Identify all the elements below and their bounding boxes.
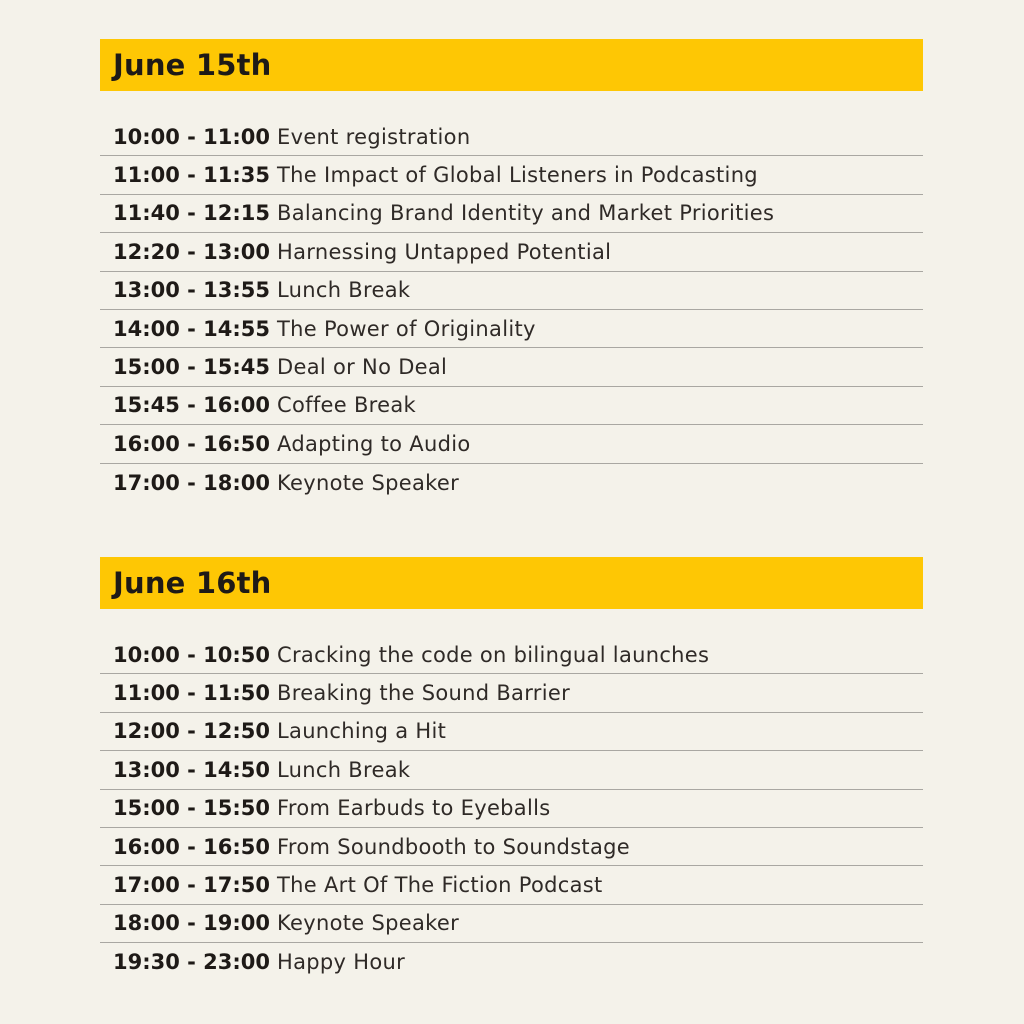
session-time: 15:00 - 15:50 xyxy=(113,796,271,821)
schedule-row xyxy=(100,674,923,712)
session-time: 13:00 - 13:55 xyxy=(113,278,271,303)
session-time: 16:00 - 16:50 xyxy=(113,834,271,859)
session-time: 19:30 - 23:00 xyxy=(113,950,271,975)
session-time: 17:00 - 18:00 xyxy=(113,470,271,495)
day-title: June 16th xyxy=(113,566,272,600)
day-header xyxy=(100,39,923,91)
schedule-row xyxy=(100,828,923,866)
session-title: Keynote Speaker xyxy=(277,470,460,495)
schedule-row xyxy=(100,272,923,310)
session-title: Launching a Hit xyxy=(277,719,447,744)
session-time: 10:00 - 11:00 xyxy=(113,124,271,149)
session-time: 18:00 - 19:00 xyxy=(113,911,271,936)
day-june-16 xyxy=(100,557,923,982)
session-title: From Earbuds to Eyeballs xyxy=(277,796,551,821)
session-time: 11:00 - 11:35 xyxy=(113,163,271,188)
session-title: Adapting to Audio xyxy=(277,431,471,456)
session-title: Harnessing Untapped Potential xyxy=(277,239,612,264)
schedule-row xyxy=(100,156,923,194)
session-title: Lunch Break xyxy=(277,757,411,782)
schedule-row xyxy=(100,464,923,502)
session-time: 14:00 - 14:55 xyxy=(113,316,271,341)
schedule-row xyxy=(100,905,923,943)
session-title: Coffee Break xyxy=(277,393,416,418)
session-time: 16:00 - 16:50 xyxy=(113,431,271,456)
schedule-row xyxy=(100,348,923,386)
session-title: Lunch Break xyxy=(277,278,411,303)
schedule-row xyxy=(100,233,923,271)
session-title: The Power of Originality xyxy=(277,316,536,341)
session-time: 11:40 - 12:15 xyxy=(113,201,271,226)
session-title: Keynote Speaker xyxy=(277,911,460,936)
schedule-row xyxy=(100,310,923,348)
session-title: From Soundbooth to Soundstage xyxy=(277,834,630,859)
schedule-row xyxy=(100,943,923,981)
session-time: 15:00 - 15:45 xyxy=(113,355,271,380)
session-title: Breaking the Sound Barrier xyxy=(277,681,571,706)
session-time: 12:00 - 12:50 xyxy=(113,719,271,744)
schedule-row xyxy=(100,866,923,904)
schedule-row xyxy=(100,425,923,463)
schedule-row xyxy=(100,118,923,156)
session-time: 13:00 - 14:50 xyxy=(113,757,271,782)
session-title: Happy Hour xyxy=(277,950,406,975)
session-time: 15:45 - 16:00 xyxy=(113,393,271,418)
schedule-row xyxy=(100,790,923,828)
session-title: The Impact of Global Listeners in Podcasting xyxy=(277,163,758,188)
schedule-row xyxy=(100,636,923,674)
session-title: The Art Of The Fiction Podcast xyxy=(277,873,603,898)
day-title: June 15th xyxy=(113,48,272,82)
session-time: 11:00 - 11:50 xyxy=(113,681,271,706)
schedule-list xyxy=(100,636,923,982)
day-header xyxy=(100,557,923,609)
session-title: Event registration xyxy=(277,124,471,149)
session-time: 12:20 - 13:00 xyxy=(113,239,271,264)
session-title: Cracking the code on bilingual launches xyxy=(277,642,710,667)
session-time: 10:00 - 10:50 xyxy=(113,642,271,667)
session-time: 17:00 - 17:50 xyxy=(113,873,271,898)
schedule-row xyxy=(100,195,923,233)
session-title: Deal or No Deal xyxy=(277,355,448,380)
schedule-row xyxy=(100,713,923,751)
schedule-row xyxy=(100,387,923,425)
session-title: Balancing Brand Identity and Market Priorities xyxy=(277,201,775,226)
schedule-row xyxy=(100,751,923,789)
schedule-list xyxy=(100,118,923,502)
day-june-15 xyxy=(100,39,923,502)
